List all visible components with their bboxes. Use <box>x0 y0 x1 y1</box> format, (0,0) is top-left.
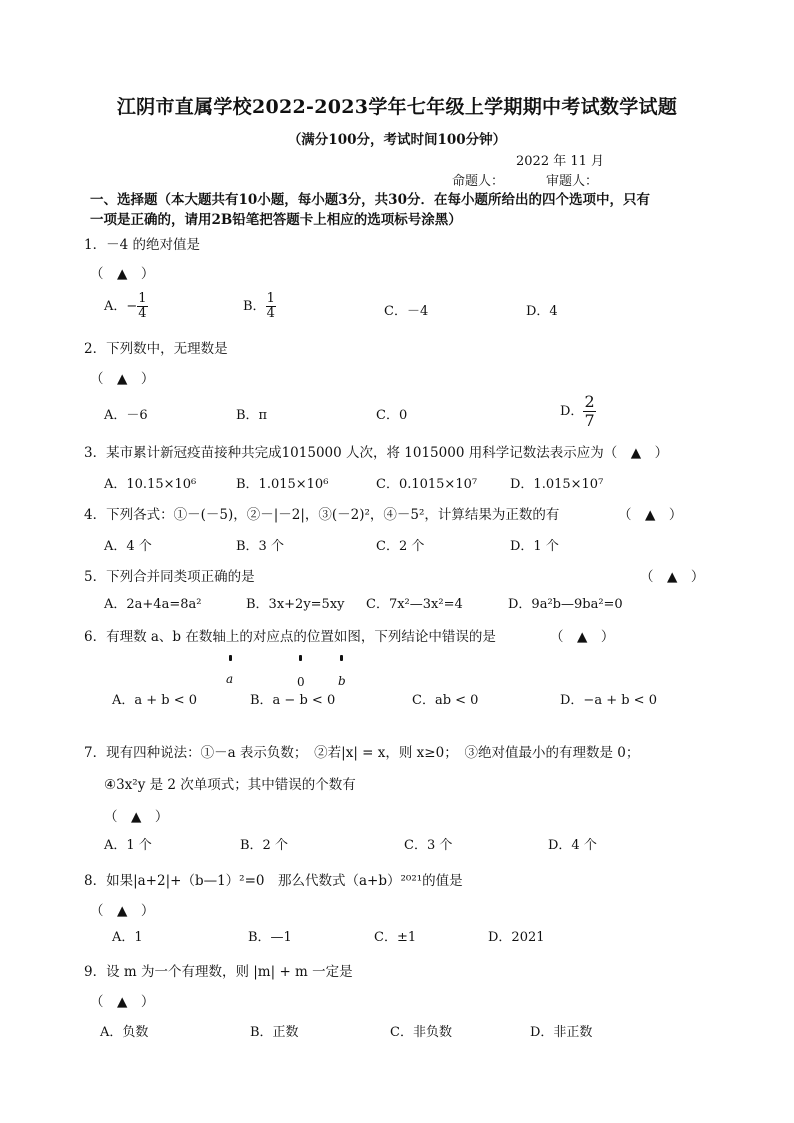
q5-stem: 5．下列合并同类项正确的是 <box>84 569 255 585</box>
section-heading-line2: 一项是正确的，请用2B铅笔把答题卡上相应的选项标号涂黑） <box>90 212 462 228</box>
q6-stem: 6．有理数 a、b 在数轴上的对应点的位置如图，下列结论中错误的是 <box>84 629 496 645</box>
q2-stem: 2．下列数中，无理数是 <box>84 341 228 357</box>
q8-option-b: B．—1 <box>248 930 292 945</box>
q6-option-a: A．a + b < 0 <box>112 693 198 708</box>
numerator: 1 <box>266 291 275 306</box>
point-a-mark <box>229 655 232 661</box>
q6-option-d: D．−a + b < 0 <box>560 693 657 708</box>
q7-option-d: D．4 个 <box>548 838 597 853</box>
label-zero: 0 <box>297 675 305 689</box>
q4-option-c: C．2 个 <box>376 539 425 554</box>
q3-stem: 3．某市累计新冠疫苗接种共完成1015000 人次，将 1015000 用科学记数法表示应为（ ▲ ） <box>84 445 669 461</box>
label-b: b <box>338 674 346 688</box>
q3-option-b: B．1.015×10⁶ <box>236 477 329 492</box>
q3-option-c: C．0.1015×10⁷ <box>376 477 478 492</box>
denominator: 4 <box>138 306 147 321</box>
proposer-label: 命题人： <box>452 174 505 189</box>
q3-option-a: A．10.15×10⁶ <box>104 477 197 492</box>
q9-stem: 9．设 m 为一个有理数，则 |m| + m 一定是 <box>84 964 353 980</box>
q4-option-b: B．3 个 <box>236 539 284 554</box>
q2-option-a: A．－6 <box>104 408 148 423</box>
option-label: D． <box>560 404 584 419</box>
q7-line1: 7．现有四种说法：①－a 表示负数； ②若|x| = x，则 x≥0； ③绝对值最小的有理数是 0； <box>84 745 640 761</box>
q2-option-b: B．π <box>236 408 268 423</box>
q4-option-a: A．4 个 <box>104 539 152 554</box>
numerator: 2 <box>584 392 595 411</box>
fraction <box>137 292 147 321</box>
q7-option-c: C．3 个 <box>404 838 453 853</box>
q4-option-d: D．1 个 <box>510 539 559 554</box>
q8-blank: （ ▲ ） <box>90 903 155 919</box>
q8-option-c: C．±1 <box>374 930 417 945</box>
q9-option-b: B．正数 <box>250 1025 299 1040</box>
q5-option-c: C．7x²—3x²=4 <box>366 597 463 612</box>
q4-stem: 4．下列各式：①－(－5)，②－|－2|，③(－2)²，④－5²，计算结果为正数的有 <box>84 507 560 523</box>
option-label: B． <box>243 299 266 314</box>
q6-blank: （ ▲ ） <box>550 629 615 645</box>
denominator: 4 <box>266 306 275 321</box>
q1-option-d: D．4 <box>526 304 558 319</box>
q5-blank: （ ▲ ） <box>640 569 705 585</box>
option-label: A． <box>104 299 127 314</box>
point-b-mark <box>340 655 343 661</box>
q8-option-a: A．1 <box>112 930 143 945</box>
section-heading-line1: 一、选择题（本大题共有10小题，每小题3分，共30分．在每小题所给出的四个选项中，只有 <box>90 192 650 208</box>
q7-line2: ④3x²y 是 2 次单项式；其中错误的个数有 <box>104 777 356 793</box>
q8-option-d: D．2021 <box>488 930 545 945</box>
q1-option-a <box>104 292 148 321</box>
exam-date: 2022 年 11 月 <box>516 154 605 169</box>
fraction <box>583 393 595 430</box>
q7-option-b: B．2 个 <box>240 838 288 853</box>
q2-blank: （ ▲ ） <box>90 371 155 387</box>
numerator: 1 <box>138 291 147 306</box>
q5-option-b: B．3x+2y=5xy <box>246 597 345 612</box>
q9-blank: （ ▲ ） <box>90 994 155 1010</box>
q7-blank: （ ▲ ） <box>104 809 169 825</box>
q2-option-c: C．0 <box>376 408 408 423</box>
q6-option-c: C．ab < 0 <box>412 693 479 708</box>
q9-option-a: A．负数 <box>100 1025 149 1040</box>
q2-option-d <box>560 393 596 430</box>
q1-option-b <box>243 292 276 321</box>
q6-option-b: B．a − b < 0 <box>250 693 336 708</box>
q5-option-d: D．9a²b—9ba²=0 <box>508 597 623 612</box>
minus-sign: − <box>126 299 138 314</box>
q8-stem: 8．如果|a+2|+（b—1）²=0 那么代数式（a+b）²⁰²¹的值是 <box>84 873 463 889</box>
q5-option-a: A．2a+4a=8a² <box>104 597 202 612</box>
q1-option-c: C．－4 <box>384 304 429 319</box>
reviewer-label: 审题人： <box>546 174 599 189</box>
q1-blank: （ ▲ ） <box>90 266 155 282</box>
q3-option-d: D．1.015×10⁷ <box>510 477 604 492</box>
label-a: a <box>226 672 234 686</box>
page-title: 江阴市直属学校2022-2023学年七年级上学期期中考试数学试题 <box>116 96 678 118</box>
page-subtitle: （满分100分，考试时间100分钟） <box>287 132 507 148</box>
denominator: 7 <box>584 411 595 430</box>
q1-stem: 1．－4 的绝对值是 <box>84 237 200 253</box>
q4-blank: （ ▲ ） <box>618 507 683 523</box>
fraction <box>266 292 276 321</box>
point-zero-mark <box>299 655 302 661</box>
q9-option-c: C．非负数 <box>390 1025 452 1040</box>
q9-option-d: D．非正数 <box>530 1025 593 1040</box>
q7-option-a: A．1 个 <box>104 838 152 853</box>
